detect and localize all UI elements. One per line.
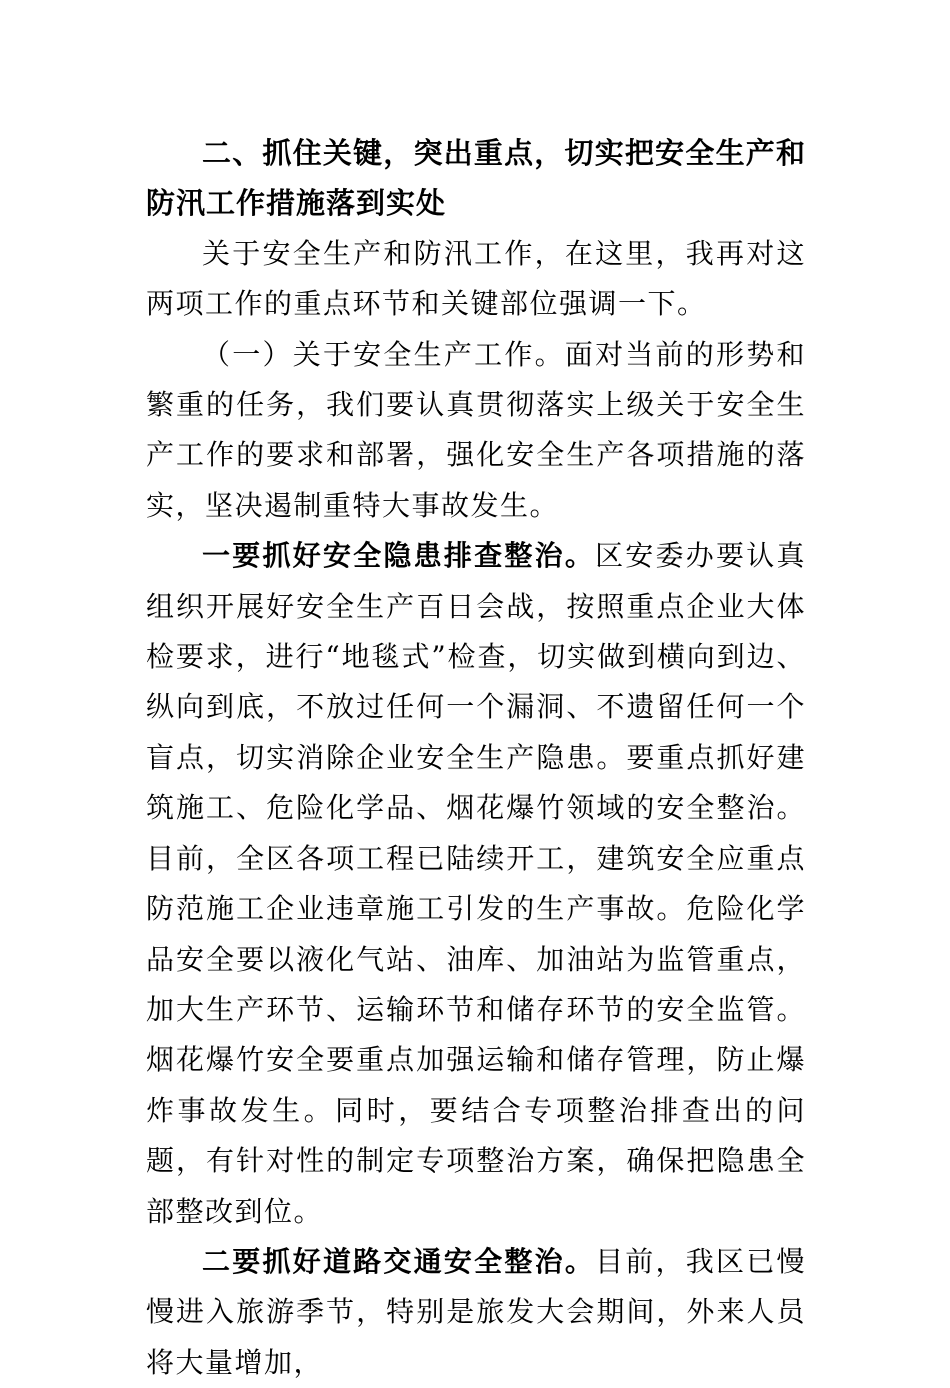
paragraph-intro [146, 229, 806, 330]
paragraph-text: 区安委办要认真组织开展好安全生产百日会战，按照重点企业大体检要求，进行“地毯式”检查，切实做到横向到边、纵向到底，不放过任何一个漏洞、不遗留任何一个盲点，切实消除企业安全生产隐患。要重点抓好建筑施工、危险化学品、烟花爆竹领域的安全整治。目前，全区各项工程已陆续开工，建筑安全应重点防范施工企业违章施工引发的生产事故。危险化学品安全要以液化气站、油库、加油站为监管重点，加大生产环节、运输环节和储存环节的安全监管。烟花爆竹安全要重点加强运输和储存管理，防止爆炸事故发生。同时，要结合专项整治排查出的问题，有针对性的制定专项整治方案，确保把隐患全部整改到位。 [146, 539, 806, 1228]
paragraph-lead: 二要抓好道路交通安全整治。 [202, 1244, 596, 1278]
paragraph-safety-production [146, 330, 806, 532]
paragraph-lead: 一要抓好安全隐患排查整治。 [202, 539, 596, 573]
paragraph-text: （一）关于安全生产工作。面对当前的形势和繁重的任务，我们要认真贯彻落实上级关于安全生产工作的要求和部署，强化安全生产各项措施的落实，坚决遏制重特大事故发生。 [146, 337, 806, 522]
paragraph-road-traffic [146, 1237, 806, 1388]
document-body [146, 128, 806, 1388]
section-heading: 二、抓住关键，突出重点，切实把安全生产和防汛工作措施落到实处 [146, 136, 806, 221]
paragraph-text: 关于安全生产和防汛工作，在这里，我再对这两项工作的重点环节和关键部位强调一下。 [146, 236, 806, 321]
paragraph-text: 目前，我区已慢慢进入旅游季节，特别是旅发大会期间，外来人员将大量增加， [146, 1244, 806, 1379]
paragraph-hazard-inspection [146, 531, 806, 1237]
